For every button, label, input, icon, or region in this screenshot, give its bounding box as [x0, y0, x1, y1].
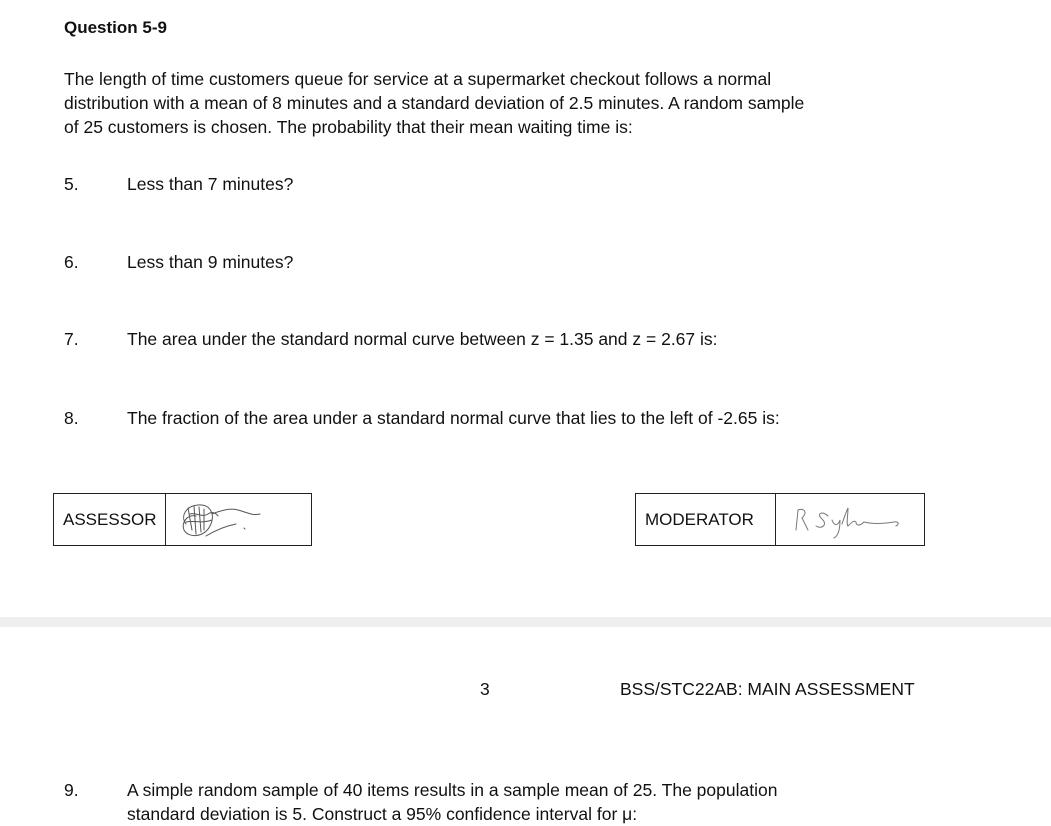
item-text: The fraction of the area under a standard normal curve that lies to the left of -2.65 is: [127, 408, 780, 428]
item-number: 7. [64, 329, 79, 349]
page-number: 3 [480, 679, 490, 699]
moderator-signoff-box [635, 493, 925, 546]
page-separator [0, 617, 1051, 627]
intro-line: distribution with a mean of 8 minutes and a standard deviation of 2.5 minutes. A random sample [64, 93, 805, 113]
item-text: The area under the standard normal curve between z = 1.35 and z = 2.67 is: [127, 329, 718, 349]
assessor-label: ASSESSOR [54, 494, 166, 545]
item-text [127, 778, 907, 826]
item-text: Less than 9 minutes? [127, 252, 294, 272]
intro-line: The length of time customers queue for service at a supermarket checkout follows a normal [64, 69, 772, 89]
question-title: Question 5-9 [64, 18, 167, 37]
assessment-code: BSS/STC22AB: MAIN ASSESSMENT [620, 679, 915, 699]
intro-line: of 25 customers is chosen. The probability that their mean waiting time is: [64, 117, 633, 137]
item-text: Less than 7 minutes? [127, 174, 294, 194]
assessor-signoff-box [53, 493, 312, 546]
moderator-signature [776, 494, 924, 545]
moderator-label: MODERATOR [636, 494, 776, 545]
item-number: 5. [64, 174, 79, 194]
item-number: 9. [64, 780, 79, 800]
page-3-lower [0, 627, 1051, 825]
item-number: 8. [64, 408, 79, 428]
question-intro [64, 67, 924, 139]
item-number: 6. [64, 252, 79, 272]
item-text-line: A simple random sample of 40 items results in a sample mean of 25. The population [127, 780, 778, 800]
item-text-line: standard deviation is 5. Construct a 95% confidence interval for μ: [127, 804, 638, 824]
assessor-signature [166, 494, 311, 545]
